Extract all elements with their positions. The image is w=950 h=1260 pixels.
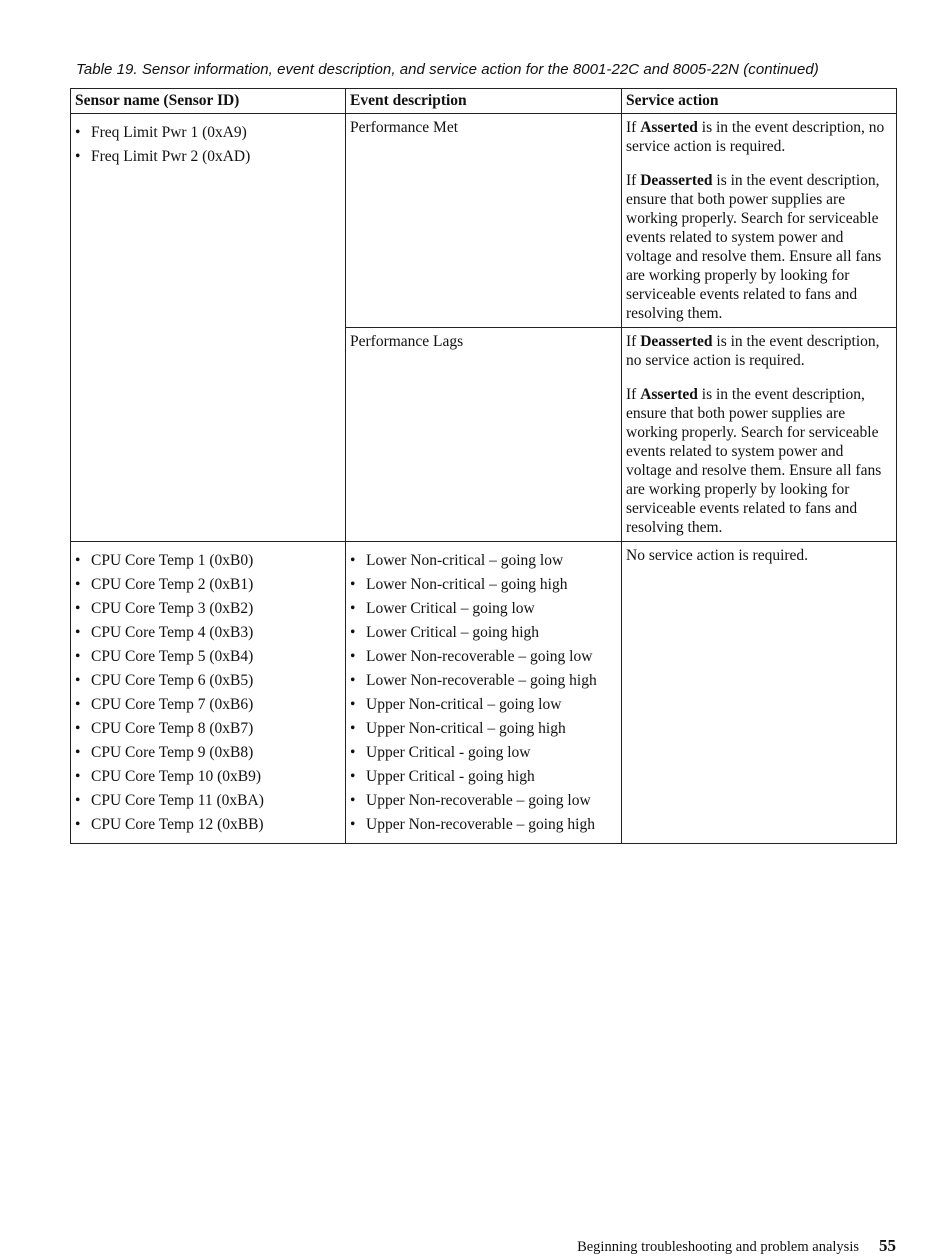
header-sensor-name: Sensor name (Sensor ID) xyxy=(71,89,346,114)
action-keyword: Asserted xyxy=(640,119,698,136)
list-item: • Upper Non-recoverable – going low xyxy=(350,791,617,810)
list-item: • CPU Core Temp 1 (0xB0) xyxy=(75,551,341,570)
page-footer xyxy=(577,1236,896,1256)
cpu-core-event-cell xyxy=(346,542,622,844)
list-item: • Upper Non-critical – going high xyxy=(350,719,617,738)
list-item: • Upper Critical - going high xyxy=(350,767,617,786)
table-row xyxy=(71,542,897,844)
list-item: • CPU Core Temp 10 (0xB9) xyxy=(75,767,341,786)
list-item: • Lower Non-critical – going high xyxy=(350,575,617,594)
table-row xyxy=(71,114,897,328)
list-item: • CPU Core Temp 6 (0xB5) xyxy=(75,671,341,690)
action-text: If xyxy=(626,386,641,403)
action-text: is in the event description, ensure that both power supplies are working properly. Search for serviceable events related to system power and voltage and resolve them. Ensure all fans are working properly by looking for serviceable events related to fans and resolving them. xyxy=(626,386,882,536)
table-header-row xyxy=(71,89,897,114)
event-performance-lags: Performance Lags xyxy=(346,328,622,542)
list-item: • CPU Core Temp 3 (0xB2) xyxy=(75,599,341,618)
list-item: • CPU Core Temp 2 (0xB1) xyxy=(75,575,341,594)
event-performance-met: Performance Met xyxy=(346,114,622,328)
list-item: • Upper Critical - going low xyxy=(350,743,617,762)
list-item: • Freq Limit Pwr 1 (0xA9) xyxy=(75,123,341,142)
action-performance-lags xyxy=(622,328,897,542)
action-text: is in the event description, no service action is required. xyxy=(626,119,885,155)
list-item: • Freq Limit Pwr 2 (0xAD) xyxy=(75,147,341,166)
list-item: • Lower Critical – going high xyxy=(350,623,617,642)
action-keyword: Asserted xyxy=(640,386,698,403)
page-number: 55 xyxy=(879,1236,896,1255)
list-item: • Lower Non-recoverable – going high xyxy=(350,671,617,690)
list-item: • CPU Core Temp 4 (0xB3) xyxy=(75,623,341,642)
list-item: • Lower Non-recoverable – going low xyxy=(350,647,617,666)
list-item: • CPU Core Temp 9 (0xB8) xyxy=(75,743,341,762)
freq-limit-sensor-list xyxy=(75,123,341,166)
list-item: • Upper Non-critical – going low xyxy=(350,695,617,714)
action-text: is in the event description, no service action is required. xyxy=(626,333,880,369)
action-performance-met xyxy=(622,114,897,328)
cpu-core-action-cell: No service action is required. xyxy=(622,542,897,844)
action-text: If xyxy=(626,333,641,350)
table-caption: Table 19. Sensor information, event description, and service action for the 8001-22C and 8005-22N (continued) xyxy=(76,61,819,78)
action-paragraph xyxy=(626,118,892,156)
list-item: • CPU Core Temp 11 (0xBA) xyxy=(75,791,341,810)
list-item: • CPU Core Temp 8 (0xB7) xyxy=(75,719,341,738)
sensor-table xyxy=(70,88,897,844)
list-item: • Upper Non-recoverable – going high xyxy=(350,815,617,834)
list-item: • Lower Non-critical – going low xyxy=(350,551,617,570)
list-item: • CPU Core Temp 5 (0xB4) xyxy=(75,647,341,666)
cpu-core-sensor-cell xyxy=(71,542,346,844)
header-service-action: Service action xyxy=(622,89,897,114)
footer-title: Beginning troubleshooting and problem analysis xyxy=(577,1239,859,1255)
action-paragraph xyxy=(626,171,892,323)
list-item: • Lower Critical – going low xyxy=(350,599,617,618)
action-keyword: Deasserted xyxy=(640,333,713,350)
action-text: If xyxy=(626,172,641,189)
action-paragraph xyxy=(626,385,892,537)
header-event-description: Event description xyxy=(346,89,622,114)
cpu-core-sensor-list xyxy=(75,551,341,834)
action-paragraph xyxy=(626,332,892,370)
list-item: • CPU Core Temp 12 (0xBB) xyxy=(75,815,341,834)
action-text: If xyxy=(626,119,641,136)
list-item: • CPU Core Temp 7 (0xB6) xyxy=(75,695,341,714)
action-keyword: Deasserted xyxy=(640,172,713,189)
freq-limit-sensor-cell xyxy=(71,114,346,542)
cpu-core-event-list xyxy=(350,551,617,834)
action-text: is in the event description, ensure that both power supplies are working properly. Search for serviceable events related to system power and voltage and resolve them. Ensure all fans are working properly by looking for serviceable events related to fans and resolving them. xyxy=(626,172,882,322)
